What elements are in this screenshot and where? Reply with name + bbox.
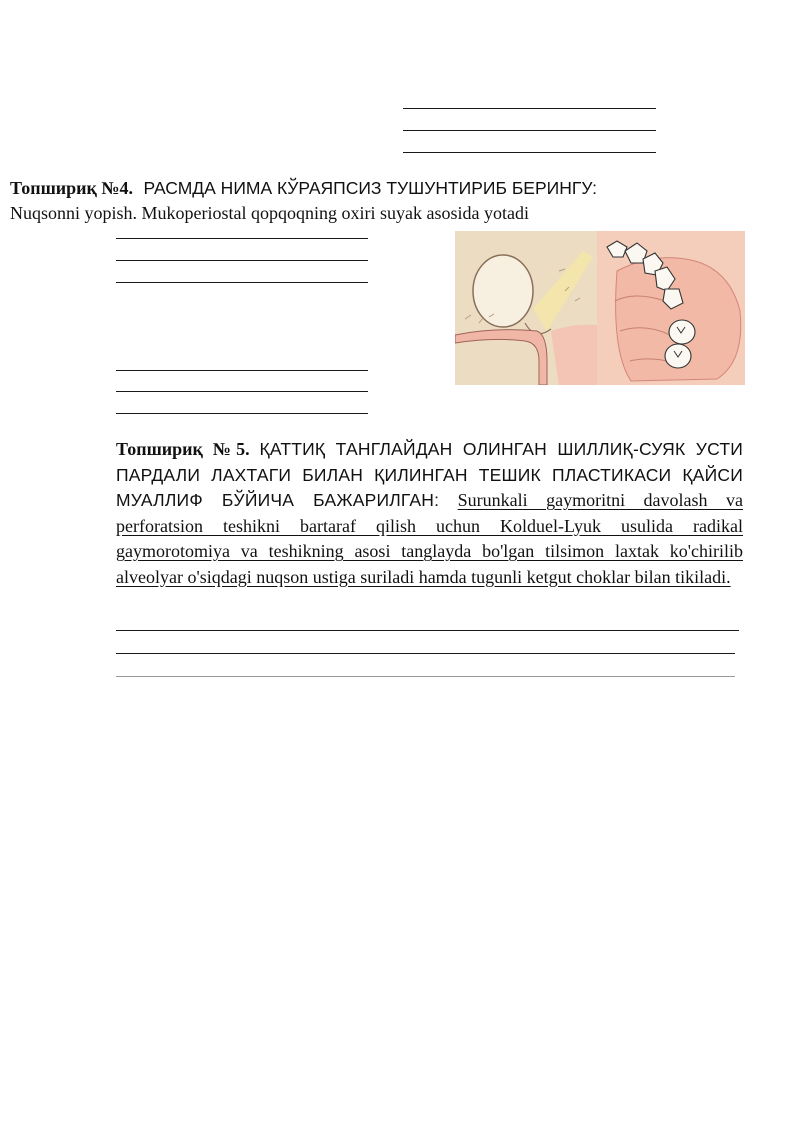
task4-number: Топшириқ №4. <box>10 178 133 198</box>
task5-block <box>116 437 743 590</box>
answer-line <box>116 413 368 414</box>
answer-line <box>116 630 739 631</box>
answer-line <box>116 282 368 283</box>
task5-question: ҚАТТИҚ ТАНГЛАЙДАН ОЛИНГАН ШИЛЛИҚ-СУЯК УСТИ ПАРДАЛИ ЛАХТАГИ БИЛАН ҚИЛИНГАН ТЕШИК ПЛАСТИКАСИ ҚАЙСИ МУАЛЛИФ БЎЙИЧА БАЖАРИЛГАН: <box>116 439 744 510</box>
task5-answer: Surunkali gaymoritni davolash va perforatsion teshikni bartaraf qilish uchun Kolduel-Lyuk usulida radikal gaymorotomiya va teshikning asosi tanglayda bo'lgan tilsimon laxtak ko'chirilib alveolyar o'siqdagi nuqson ustiga suriladi hamda tugunli ketgut choklar bilan tikiladi. <box>116 490 743 587</box>
answer-line <box>116 653 735 654</box>
answer-line <box>116 391 368 392</box>
answer-line <box>116 238 368 239</box>
answer-line <box>116 676 735 677</box>
task4-question: РАСМДА НИМА КЎРАЯПСИЗ ТУШУНТИРИБ БЕРИНГУ: <box>143 178 597 198</box>
sinus-cavity <box>473 255 533 327</box>
answer-line <box>116 260 368 261</box>
answer-line <box>403 108 656 109</box>
task5-number: Топшириқ №5. <box>116 439 250 459</box>
answer-line <box>116 370 368 371</box>
dental-flap-illustration <box>455 231 745 385</box>
task4-heading <box>10 178 597 199</box>
answer-line <box>403 152 656 153</box>
task4-answer: Nuqsonni yopish. Mukoperiostal qopqoqning oxiri suyak asosida yotadi <box>10 203 529 223</box>
answer-line <box>403 130 656 131</box>
